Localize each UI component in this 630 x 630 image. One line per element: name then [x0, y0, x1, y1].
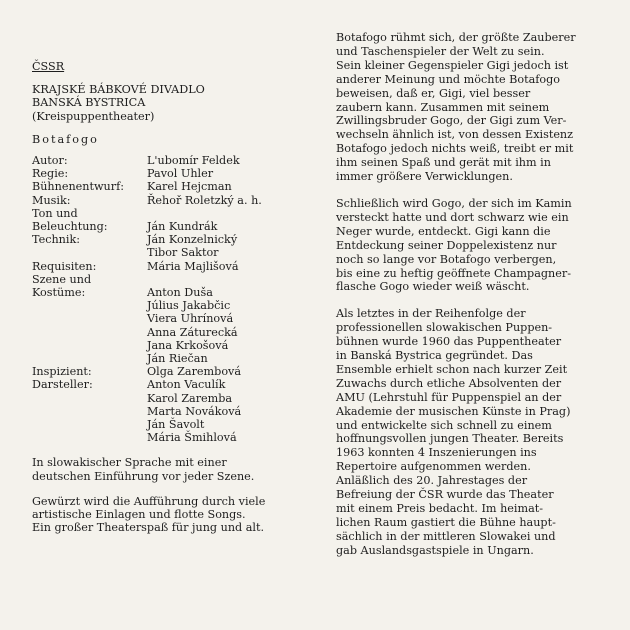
- text-line: sächlich in der mittleren Slowakei und: [336, 529, 556, 543]
- text-line: zaubern kann. Zusammen mit seinem: [336, 100, 550, 114]
- credit-name: Ján Riečan: [147, 352, 208, 366]
- credit-name: Olga Zarembová: [147, 365, 242, 379]
- text-line: bühnen wurde 1960 das Puppentheater: [336, 335, 562, 349]
- country-heading: ČSSR: [32, 60, 65, 73]
- text-line: beweisen, daß er, Gigi, viel besser: [336, 86, 531, 100]
- text-line: gab Auslandsgastspiele in Ungarn.: [336, 543, 534, 557]
- text-line: und Taschenspieler der Welt zu sein.: [336, 44, 545, 58]
- text-line: Repertoire aufgenommen werden.: [336, 460, 531, 474]
- credit-name: Tibor Saktor: [147, 246, 219, 260]
- credit-row: [32, 246, 322, 259]
- credit-row: [32, 418, 322, 431]
- credit-role: Autor:: [32, 154, 68, 168]
- theater-city: BANSKÁ BYSTRICA: [32, 96, 146, 110]
- text-line: deutschen Einführung vor jeder Szene.: [32, 469, 255, 483]
- credit-role: Szene und: [32, 272, 92, 286]
- credit-row: [32, 167, 322, 180]
- credit-role: Darsteller:: [32, 378, 93, 392]
- right-column: [336, 31, 621, 571]
- text-line: Zwillingsbruder Gogo, der Gigi zum Ver-: [336, 114, 567, 128]
- play-title: Botafogo: [32, 132, 99, 146]
- credit-role: Kostüme:: [32, 286, 86, 300]
- body-paragraph: [336, 31, 621, 184]
- credit-role: [32, 326, 147, 339]
- credit-row: [32, 154, 322, 167]
- text-line: professionellen slowakischen Puppen-: [336, 321, 553, 335]
- credit-name: Karol Zaremba: [147, 391, 233, 405]
- credit-role: Requisiten:: [32, 259, 97, 273]
- credits-list: [32, 154, 322, 444]
- credit-row: [32, 180, 322, 193]
- text-line: Gewürzt wird die Aufführung durch viele: [32, 494, 266, 508]
- text-line: anderer Meinung und möchte Botafogo: [336, 72, 561, 86]
- theater-name: KRAJSKÉ BÁBKOVÉ DIVADLO: [32, 83, 205, 97]
- body-paragraph: [336, 307, 621, 557]
- credit-role: [32, 431, 147, 444]
- left-column: [32, 60, 322, 535]
- credit-name: Mária Majlišová: [147, 259, 239, 273]
- credit-row: [32, 352, 322, 365]
- credit-name: Július Jakabčic: [147, 299, 231, 313]
- credit-name: L'ubomír Feldek: [147, 154, 240, 168]
- credit-row: [32, 273, 322, 286]
- credit-name: Mária Šmihlová: [147, 431, 237, 445]
- text-line: noch so lange vor Botafogo verbergen,: [336, 252, 557, 266]
- text-line: hoffnungsvollen jungen Theater. Bereits: [336, 432, 564, 446]
- credit-role: Beleuchtung:: [32, 220, 108, 234]
- text-line: Befreiung der ČSR wurde das Theater: [336, 488, 554, 502]
- credit-name: Ján Kundrák: [147, 220, 218, 234]
- text-line: flasche Gogo wieder weiß wäscht.: [336, 280, 530, 294]
- credit-name: Řehoř Roletzký a. h.: [147, 193, 262, 207]
- text-line: AMU (Lehrstuhl für Puppenspiel an der: [336, 390, 562, 404]
- credit-name: Karel Hejcman: [147, 180, 232, 194]
- text-line: bis eine zu heftig geöffnete Champagner-: [336, 266, 571, 280]
- credit-row: [32, 207, 322, 220]
- credit-role: [32, 246, 147, 259]
- text-line: Ein großer Theaterspaß für jung und alt.: [32, 521, 265, 535]
- text-line: Entdeckung seiner Doppelexistenz nur: [336, 238, 557, 252]
- credit-role: [32, 405, 147, 418]
- text-line: artistische Einlagen und flotte Songs.: [32, 508, 246, 522]
- text-line: versteckt hatte und dort schwarz wie ein: [336, 210, 569, 224]
- text-line: Als letztes in der Reihenfolge der: [336, 307, 526, 321]
- theater-subtitle: (Kreispuppentheater): [32, 109, 155, 123]
- text-line: Botafogo rühmt sich, der größte Zauberer: [336, 31, 576, 44]
- credit-row: [32, 378, 322, 391]
- credit-row: [32, 365, 322, 378]
- credit-row: [32, 326, 322, 339]
- credit-role: Regie:: [32, 167, 69, 181]
- credit-role: Musik:: [32, 193, 71, 207]
- text-line: Anläßlich des 20. Jahrestages der: [336, 474, 528, 488]
- text-line: Akademie der musischen Künste in Prag): [336, 404, 571, 418]
- credit-row: [32, 405, 322, 418]
- theater-block: [32, 83, 322, 123]
- text-line: ihm seinen Spaß und gerät mit ihm in: [336, 156, 551, 170]
- credit-role: Ton und: [32, 206, 78, 220]
- credit-name: Marta Nováková: [147, 404, 242, 418]
- credit-role: Technik:: [32, 233, 81, 247]
- credit-row: [32, 339, 322, 352]
- closing-note: [32, 495, 322, 535]
- text-line: immer größere Verwicklungen.: [336, 170, 513, 184]
- text-line: In slowakischer Sprache mit einer: [32, 456, 227, 470]
- credit-role: [32, 299, 147, 312]
- credit-name: Anton Vaculík: [147, 378, 226, 392]
- text-line: in Banská Bystrica gegründet. Das: [336, 349, 533, 363]
- credit-row: [32, 194, 322, 207]
- credit-role: Bühnenentwurf:: [32, 180, 125, 194]
- language-note: [32, 456, 322, 482]
- credit-row: [32, 260, 322, 273]
- text-line: 1963 konnten 4 Inszenierungen ins: [336, 446, 537, 460]
- credit-role: Inspizient:: [32, 365, 92, 379]
- text-line: mit einem Preis bedacht. Im heimat-: [336, 502, 544, 515]
- credit-role: [32, 418, 147, 431]
- text-line: und entwickelte sich schnell zu einem: [336, 418, 552, 432]
- credit-name: Jana Krkošová: [147, 338, 229, 352]
- credit-name: Ján Konzelnický: [147, 233, 238, 247]
- credit-name: Ján Šavolt: [147, 418, 205, 432]
- text-line: lichen Raum gastiert die Bühne haupt-: [336, 515, 556, 529]
- credit-row: [32, 286, 322, 299]
- credit-row: [32, 312, 322, 325]
- text-line: Schließlich wird Gogo, der sich im Kamin: [336, 196, 572, 210]
- credit-row: [32, 392, 322, 405]
- credit-name: Anton Duša: [147, 286, 213, 300]
- credit-row: [32, 299, 322, 312]
- text-line: Ensemble erhielt schon nach kurzer Zeit: [336, 362, 568, 376]
- credit-name: Viera Uhrínová: [147, 312, 234, 326]
- credit-name: Pavol Uhler: [147, 167, 214, 181]
- credit-role: [32, 392, 147, 405]
- credit-name: Anna Záturecká: [147, 325, 238, 339]
- credit-role: [32, 339, 147, 352]
- credit-row: [32, 233, 322, 246]
- text-line: Zuwachs durch etliche Absolventen der: [336, 376, 562, 390]
- text-line: Botafogo jedoch nichts weiß, treibt er mit: [336, 142, 574, 156]
- credit-row: [32, 431, 322, 444]
- text-line: Sein kleiner Gegenspieler Gigi jedoch ist: [336, 58, 569, 72]
- credit-role: [32, 312, 147, 325]
- text-line: wechseln ähnlich ist, von dessen Existenz: [336, 128, 574, 142]
- credit-row: [32, 220, 322, 233]
- credit-role: [32, 352, 147, 365]
- body-paragraph: [336, 197, 621, 294]
- text-line: Neger wurde, entdeckt. Gigi kann die: [336, 224, 551, 238]
